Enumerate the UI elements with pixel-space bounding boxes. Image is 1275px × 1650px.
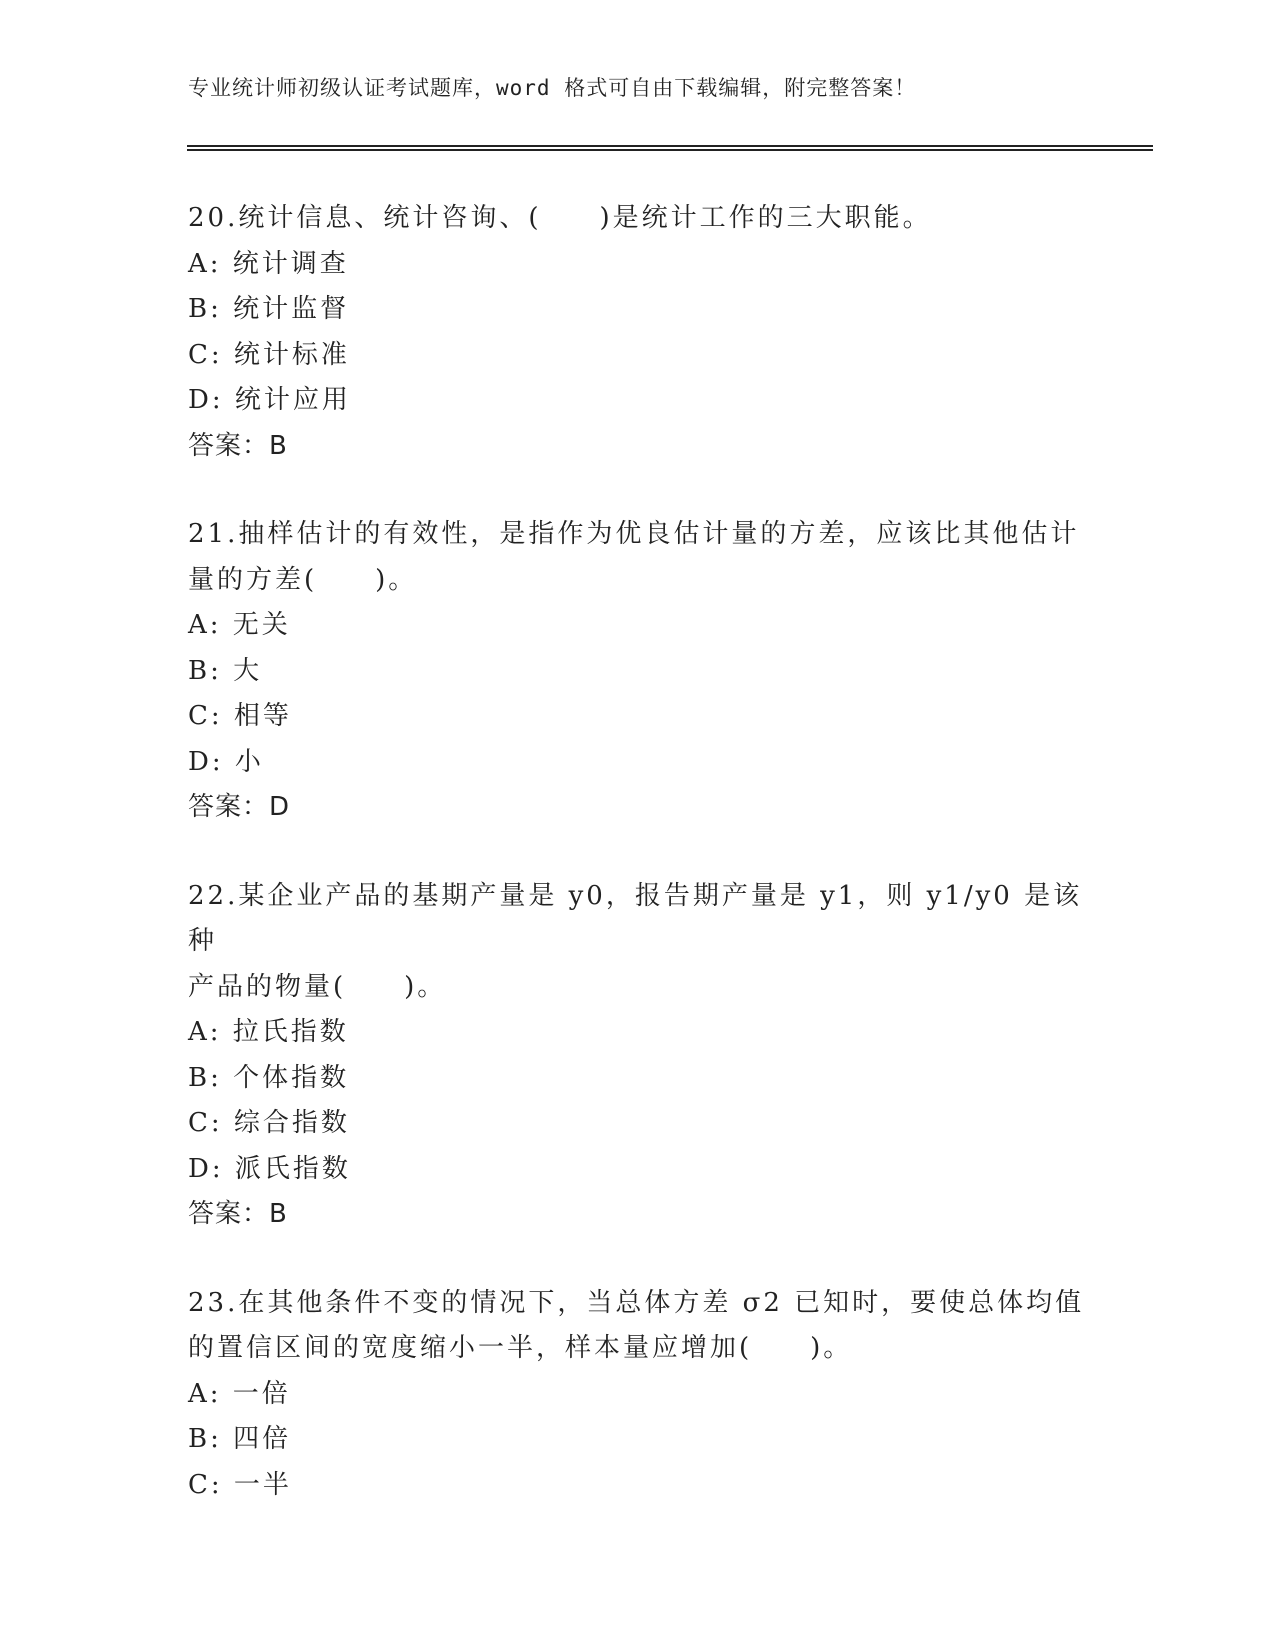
answer-text: 答案：D: [188, 792, 291, 822]
question-22: [188, 874, 1088, 1238]
question-stem-line: 22.某企业产品的基期产量是 y0，报告期产量是 y1，则 y1/y0 是该种: [188, 880, 1083, 956]
option-b: B: 大: [188, 655, 263, 686]
option-a: A: 一倍: [188, 1378, 291, 1409]
option-d: D: 小: [188, 746, 264, 777]
answer-text: 答案：B: [188, 430, 288, 461]
option-d: D: 统计应用: [188, 385, 351, 415]
question-stem: [188, 1281, 1088, 1372]
option-d: D: 派氏指数: [188, 1153, 351, 1184]
option-c: C: 一半: [188, 1469, 292, 1500]
option-c: C: 综合指数: [188, 1108, 350, 1138]
option-c: C: 统计标准: [188, 339, 350, 370]
option-b: B: 四倍: [188, 1424, 292, 1454]
option-a: A: 拉氏指数: [188, 1017, 349, 1047]
question-stem-line: 量的方差( )。: [188, 564, 418, 595]
question-stem-line: 20.统计信息、统计咨询、( )是统计工作的三大职能。: [188, 203, 932, 233]
question-20: [188, 196, 1088, 469]
option-b: B: 统计监督: [188, 294, 350, 324]
question-list: [188, 196, 1088, 1551]
question-21: [188, 512, 1088, 831]
question-stem: [188, 512, 1088, 603]
option-c: C: 相等: [188, 701, 292, 731]
question-stem-line: 23.在其他条件不变的情况下，当总体方差 σ2 已知时，要使总体均值: [188, 1287, 1085, 1318]
question-stem-line: 21.抽样估计的有效性，是指作为优良估计量的方差，应该比其他估计: [188, 519, 1080, 549]
option-a: A: 无关: [188, 610, 291, 640]
page-header-title: 专业统计师初级认证考试题库，word 格式可自由下载编辑，附完整答案！: [188, 76, 917, 100]
question-stem-line: 产品的物量( )。: [188, 971, 447, 1002]
option-a: A: 统计调查: [188, 248, 349, 279]
question-stem: [188, 196, 1088, 242]
answer-text: 答案：B: [188, 1199, 288, 1229]
question-23: [188, 1281, 1088, 1509]
question-stem: [188, 874, 1088, 1011]
option-b: B: 个体指数: [188, 1062, 350, 1093]
header-divider: [187, 145, 1153, 151]
question-stem-line: 的置信区间的宽度缩小一半，样本量应增加( )。: [188, 1333, 853, 1363]
